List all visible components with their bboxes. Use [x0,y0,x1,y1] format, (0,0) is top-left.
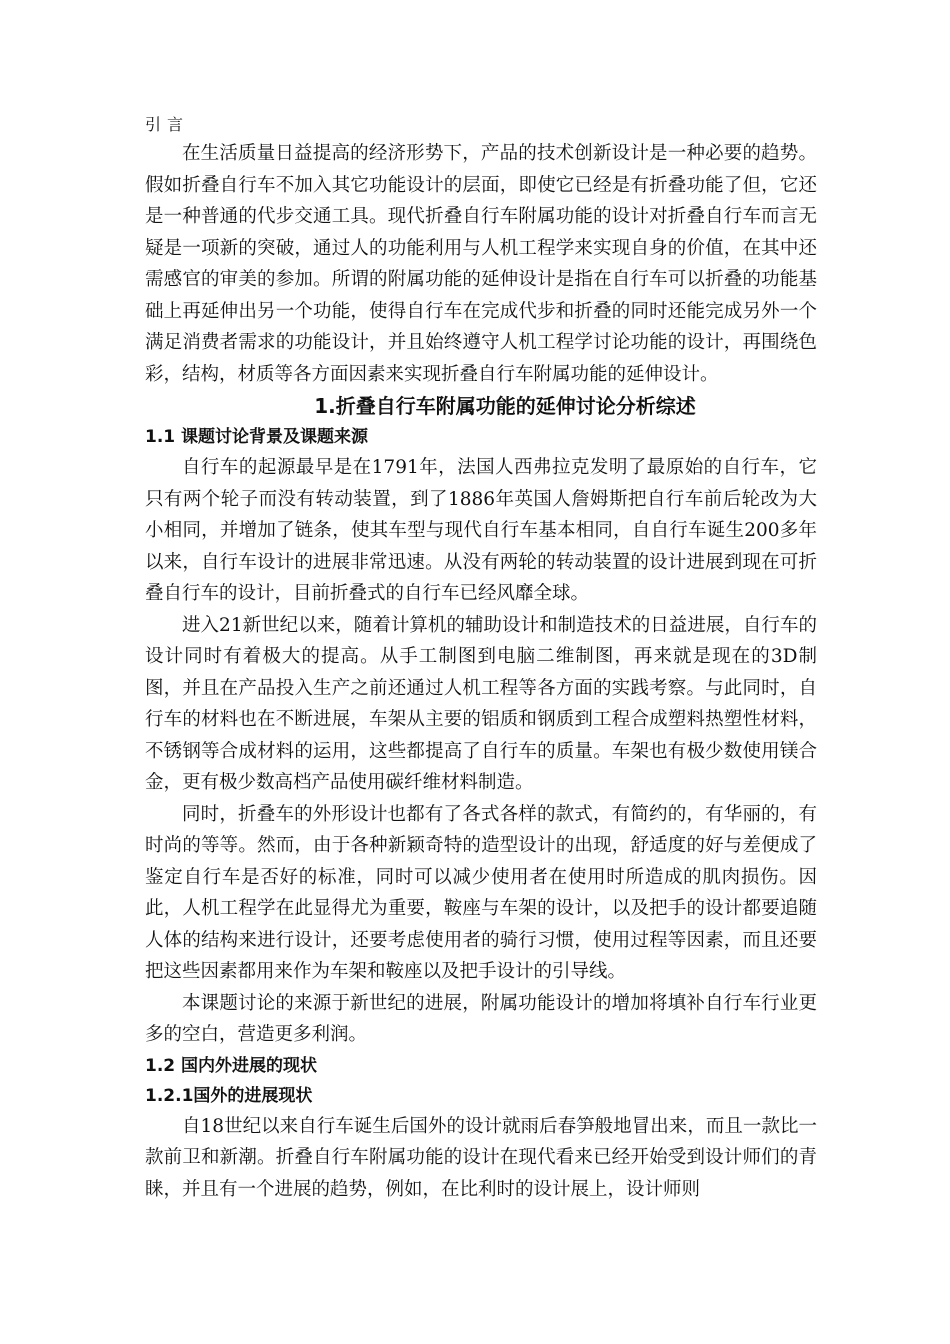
section-1-1-paragraph-2: 进入21新世纪以来，随着计算机的辅助设计和制造技术的日益进展，自行车的设计同时有着极大的提高。从手工制图到电脑二维制图，再来就是现在的3D制图，并且在产品投入生产之前还通过人机工程等各方面的实践考察。与此同时，自行车的材料也在不断进展，车架从主要的铝质和钢质到工程合成塑料热塑性材料，不锈钢等合成材料的运用，这些都提高了自行车的质量。车架也有极少数使用镁合金，更有极少数高档产品使用碳纤维材料制造。 [145,614,817,793]
section-1-1-title: 1.1 课题讨论背景及课题来源 [145,427,369,447]
section-1-1-paragraph-3: 同时，折叠车的外形设计也都有了各式各样的款式，有简约的，有华丽的，有时尚的等等。然而，由于各种新颖奇特的造型设计的出现，舒适度的好与差便成了鉴定自行车是否好的标准，同时可以减少使用者在使用时所造成的肌肉损伤。因此，人机工程学在此显得尤为重要，鞍座与车架的设计，以及把手的设计都要追随人体的结构来进行设计，还要考虑使用者的骑行习惯，使用过程等因素，而且还要把这些因素都用来作为车架和鞍座以及把手设计的引导线。 [145,803,817,982]
section-1-2-1-title: 1.2.1国外的进展现状 [145,1085,313,1106]
intro-paragraph: 在生活质量日益提高的经济形势下，产品的技术创新设计是一种必要的趋势。假如折叠自行车不加入其它功能设计的层面，即使它已经是有折叠功能了但，它还是一种普通的代步交通工具。现代折叠自行车附属功能的设计对折叠自行车而言无疑是一项新的突破，通过人的功能利用与人机工程学来实现自身的价值，在其中还需感官的审美的参加。所谓的附属功能的延伸设计是指在自行车可以折叠的功能基础上再延伸出另一个功能，使得自行车在完成代步和折叠的同时还能完成另外一个满足消费者需求的功能设计，并且始终遵守人机工程学讨论功能的设计，再围绕色彩，结构，材质等各方面因素来实现折叠自行车附属功能的延伸设计。 [145,143,817,385]
section-1-1-paragraph-4: 本课题讨论的来源于新世纪的进展，附属功能设计的增加将填补自行车行业更多的空白，营造更多利润。 [145,992,817,1045]
chapter-title: 1.折叠自行车附属功能的延伸讨论分析综述 [314,394,696,418]
section-1-1-paragraph-1: 自行车的起源最早是在1791年，法国人西弗拉克发明了最原始的自行车，它只有两个轮子而没有转动装置，到了1886年英国人詹姆斯把自行车前后轮改为大小相同，并增加了链条，使其车型与现代自行车基本相同，自自行车诞生200多年以来，自行车设计的进展非常迅速。从没有两轮的转动装置的设计进展到现在可折叠自行车的设计，目前折叠式的自行车已经风靡全球。 [145,457,817,604]
document-page [145,112,817,1205]
section-1-2-title: 1.2 国内外进展的现状 [145,1055,318,1076]
section-1-2-1-paragraph: 自18世纪以来自行车诞生后国外的设计就雨后春笋般地冒出来，而且一款比一款前卫和新潮。折叠自行车附属功能的设计在现代看来已经开始受到设计师们的青睐，并且有一个进展的趋势，例如，在比利时的设计展上，设计师则 [145,1115,817,1200]
intro-heading: 引言 [145,115,190,134]
